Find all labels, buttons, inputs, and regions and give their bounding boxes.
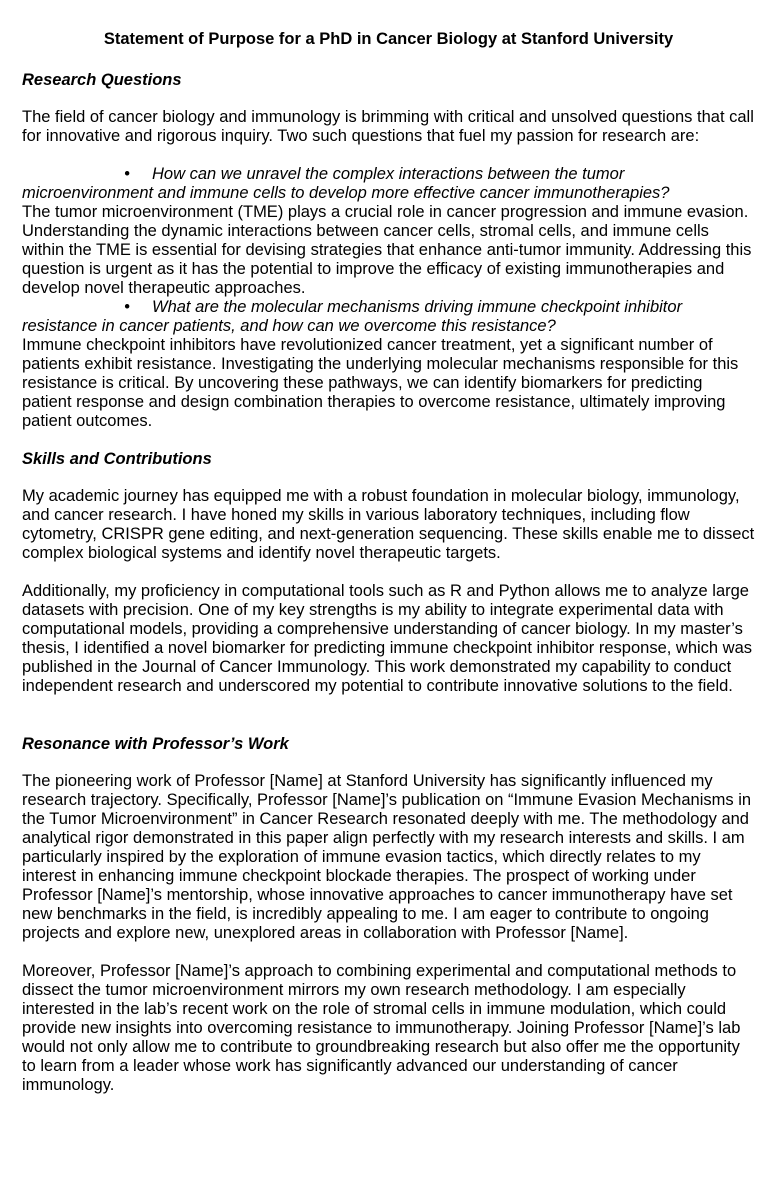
section-heading-skills: Skills and Contributions: [22, 450, 212, 468]
bullet-icon: •: [124, 298, 130, 316]
research-intro-paragraph: The field of cancer biology and immunology is brimming with critical and unsolved questions that call for innovative and rigorous inquiry. Two such questions that fuel my passion for research are:: [22, 108, 754, 145]
resonance-paragraph-1: The pioneering work of Professor [Name] at Stanford University has significantly influenced my research trajectory. Specifically, Professor [Name]’s publication on “Immune Evasion Mechanisms in the Tumor Microenvironment” in Cancer Research resonated deeply with me. The methodology and analytical rigor demonstrated in this paper align perfectly with my research interests and skills. I am particularly inspired by the exploration of immune evasion tactics, which directly relates to my interest in enhancing immune checkpoint blockade therapies. The prospect of working under Professor [Name]’s mentorship, whose innovative approaches to cancer immunotherapy have set new benchmarks in the field, is incredibly appealing to me. I am eager to contribute to ongoing projects and explore new, unexplored areas in collaboration with Professor [Name].: [22, 772, 752, 942]
research-paragraph-2: Immune checkpoint inhibitors have revolutionized cancer treatment, yet a significant number of patients exhibit resistance. Investigating the underlying molecular mechanisms responsible for this resistance is critical. By uncovering these pathways, we can identify biomarkers for predicting patient response and design combination therapies to overcome resistance, ultimately improving patient outcomes.: [22, 336, 739, 430]
section-heading-research-questions: Research Questions: [22, 71, 182, 89]
research-question-1-text: How can we unravel the complex interactions between the tumor microenvironment and immune cells to develop more effective cancer immunotherapies?: [22, 165, 670, 202]
resonance-paragraph-2: Moreover, Professor [Name]’s approach to combining experimental and computational methods to dissect the tumor microenvironment mirrors my own research methodology. I am especially interested in the lab’s recent work on the role of stromal cells in immune modulation, which could provide new insights into overcoming resistance to immunotherapy. Joining Professor [Name]’s lab would not only allow me to contribute to groundbreaking research but also offer me the opportunity to learn from a leader whose work has significantly advanced our understanding of cancer immunology.: [22, 962, 741, 1094]
research-question-2-text: What are the molecular mechanisms driving immune checkpoint inhibitor resistance in cancer patients, and how can we overcome this resistance?: [22, 298, 683, 335]
skills-paragraph-1: My academic journey has equipped me with a robust foundation in molecular biology, immunology, and cancer research. I have honed my skills in various laboratory techniques, including flow cytometry, CRISPR gene editing, and next-generation sequencing. These skills enable me to dissect complex biological systems and identify novel therapeutic targets.: [22, 487, 755, 562]
document-title: Statement of Purpose for a PhD in Cancer Biology at Stanford University: [103, 30, 674, 48]
section-heading-resonance: Resonance with Professor’s Work: [22, 735, 289, 753]
research-paragraph-1: The tumor microenvironment (TME) plays a crucial role in cancer progression and immune evasion. Understanding the dynamic interactions between cancer cells, stromal cells, and immune cells within the TME is essential for devising strategies that enhance anti-tumor immunity. Addressing this question is urgent as it has the potential to improve the efficacy of existing immunotherapies and develop novel therapeutic approaches.: [22, 203, 752, 297]
research-question-2: [22, 298, 755, 336]
bullet-icon: •: [124, 165, 130, 183]
skills-paragraph-2: Additionally, my proficiency in computational tools such as R and Python allows me to analyze large datasets with precision. One of my key strengths is my ability to integrate experimental data with computational models, providing a comprehensive understanding of cancer biology. In my master’s thesis, I identified a novel biomarker for predicting immune checkpoint inhibitor response, which was published in the Journal of Cancer Immunology. This work demonstrated my capability to conduct independent research and underscored my potential to contribute innovative solutions to the field.: [22, 582, 753, 695]
research-question-1: [22, 165, 755, 203]
